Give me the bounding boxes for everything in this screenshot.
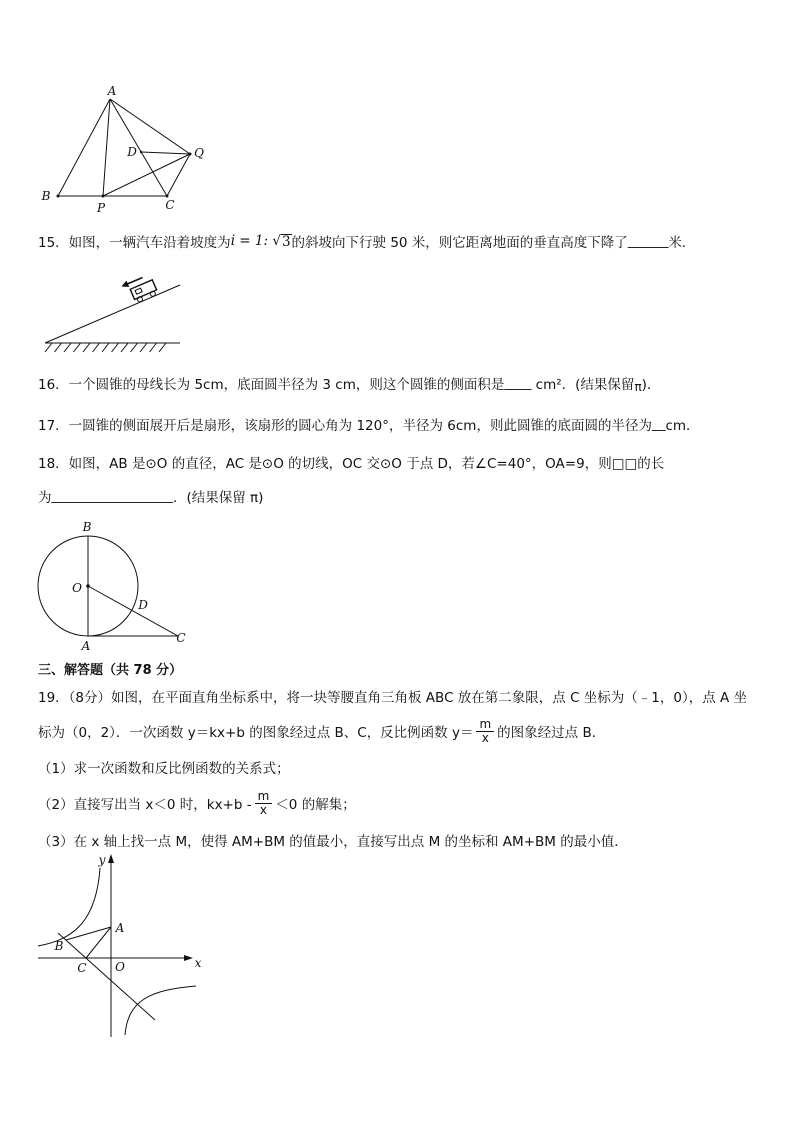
fraction-m-over-x [476,718,494,745]
label-c: C [176,631,186,645]
label-b: B [82,520,92,534]
segment-aq [110,99,190,154]
question-15 [38,226,695,256]
label-d: D [127,145,137,159]
figure-coordinate-plane [30,850,205,1045]
line-bc-linear-function [58,933,155,1020]
y-axis-arrow-icon [108,854,114,863]
q18-line2-end: ．(结果保留 π) [173,490,264,506]
segment-ba [66,927,111,940]
question-19-line-1 [38,681,747,711]
question-19-part-1 [38,752,290,782]
label-o: O [72,581,82,595]
q17-end: cm． [665,418,700,434]
fraction-m-over-x [255,790,273,817]
q15-end: 米． [668,235,696,251]
hatch-mark [93,343,100,352]
car-window [135,288,142,294]
question-18-line-1 [38,447,664,477]
q18-answer-blank: __________________ [51,488,173,504]
q15-suffix: 的斜坡向下行驶 50 米，则它距离地面的垂直高度下降了 [291,235,628,251]
label-a: A [115,921,125,935]
q19-line1: 19．（8分）如图，在平面直角坐标系中，将一块等腰直角三角板 ABC 放在第二象限，点 C 坐标为（﹣1，0），点 A 坐 [38,690,748,706]
q15-sqrt [272,233,291,249]
q19-part2-prefix: （2）直接写出当 x＜0 时，kx+b - [38,797,252,813]
hyperbola-branch-lower-right [125,986,196,1035]
q19-part2-end: ＜0 的解集； [275,797,356,813]
point-q [189,153,192,156]
center-point-o [86,584,90,588]
label-p: P [96,201,106,215]
q16-pi: π [634,380,642,394]
hatch-mark [150,343,157,352]
label-x: x [194,956,202,970]
segment-oc [88,586,178,636]
segment-ap [103,99,110,196]
segment-ac [110,99,167,196]
figure-circle-tangent [30,515,195,655]
label-q: Q [194,146,204,160]
segment-dq [141,152,190,154]
q16-unit: cm²．(结果保留 [531,377,635,393]
direction-arrow-icon [126,277,143,284]
label-o: O [115,960,125,974]
section-heading [38,653,182,683]
hatch-mark [102,343,109,352]
hatch-mark [159,343,166,352]
sqrt-sign: √ [272,233,281,249]
point-d [140,151,142,153]
q19-part1: （1）求一次函数和反比例函数的关系式； [38,761,290,777]
q18-line2-prefix: 为 [38,490,52,506]
hatch-mark [121,343,128,352]
q17-answer-blank: __ [651,416,666,432]
label-y: y [98,853,106,867]
q19-part3: （3）在 x 轴上找一点 M，使得 AM+BM 的值最小，直接写出点 M 的坐标和 AM+BM 的最小值． [38,834,628,850]
sqrt-radicand: 3 [281,234,291,250]
point-b [57,195,60,198]
label-d: D [138,598,148,612]
question-19-part-2 [38,788,356,818]
label-c: C [77,961,87,975]
hatch-mark [64,343,71,352]
q19-line2-end: 的图象经过点 B． [497,725,606,741]
label-b: B [41,189,51,203]
q15-formula-variable: i [230,233,236,249]
question-19-line-2 [38,716,605,746]
car-icon [120,271,158,306]
hatch-mark [74,343,81,352]
q16-answer-blank: ____ [504,375,532,391]
arrow-head-icon [120,281,129,290]
figure-triangle-apq [30,80,220,220]
question-17 [38,409,700,439]
hatch-mark [112,343,119,352]
section-heading-text: 三、解答题（共 78 分） [38,662,183,678]
hatch-mark [131,343,138,352]
label-b: B [54,939,64,953]
hyperbola-branch-upper-left [38,868,100,946]
ground-hatching [45,343,166,352]
q15-formula-ratio: = 1: [235,233,273,249]
fraction-numerator: m [476,718,494,732]
q18-text: 18．如图，AB 是⊙O 的直径，AC 是⊙O 的切线，OC 交⊙O 于点 D，若∠C=40°，OA=9，则□□的长 [38,456,665,472]
fraction-numerator: m [255,790,273,804]
segment-ac [86,927,111,958]
hatch-mark [45,343,52,352]
fraction-denominator: x [259,802,268,817]
q16-prefix: 16．一个圆锥的母线长为 5cm，底面圆半径为 3 cm，则这个圆锥的侧面积是 [38,377,505,393]
segment-ab [58,99,110,196]
segment-qc [167,154,190,196]
slope-line [45,285,180,343]
label-c: C [165,198,175,212]
x-axis-arrow-icon [184,955,193,961]
hatch-mark [55,343,62,352]
q15-answer-blank: ______ [627,233,669,249]
q17-prefix: 17．一圆锥的侧面展开后是扇形，该扇形的圆心角为 120°，半径为 6cm，则此圆锥的底面圆的半径为 [38,418,652,434]
point-p [102,195,105,198]
hatch-mark [83,343,90,352]
label-a: A [81,639,91,653]
question-18-line-2 [38,481,263,511]
q15-prefix: 15．如图，一辆汽车沿着坡度为 [38,235,231,251]
figure-slope-car [38,275,188,360]
label-a: A [107,84,117,98]
hatch-mark [140,343,147,352]
fraction-denominator: x [481,730,489,745]
q16-end: )． [641,377,661,393]
q19-line2-prefix: 标为（0，2）．一次函数 y＝kx+b 的图象经过点 B、C，反比例函数 y＝ [38,725,474,741]
question-16 [38,368,660,398]
